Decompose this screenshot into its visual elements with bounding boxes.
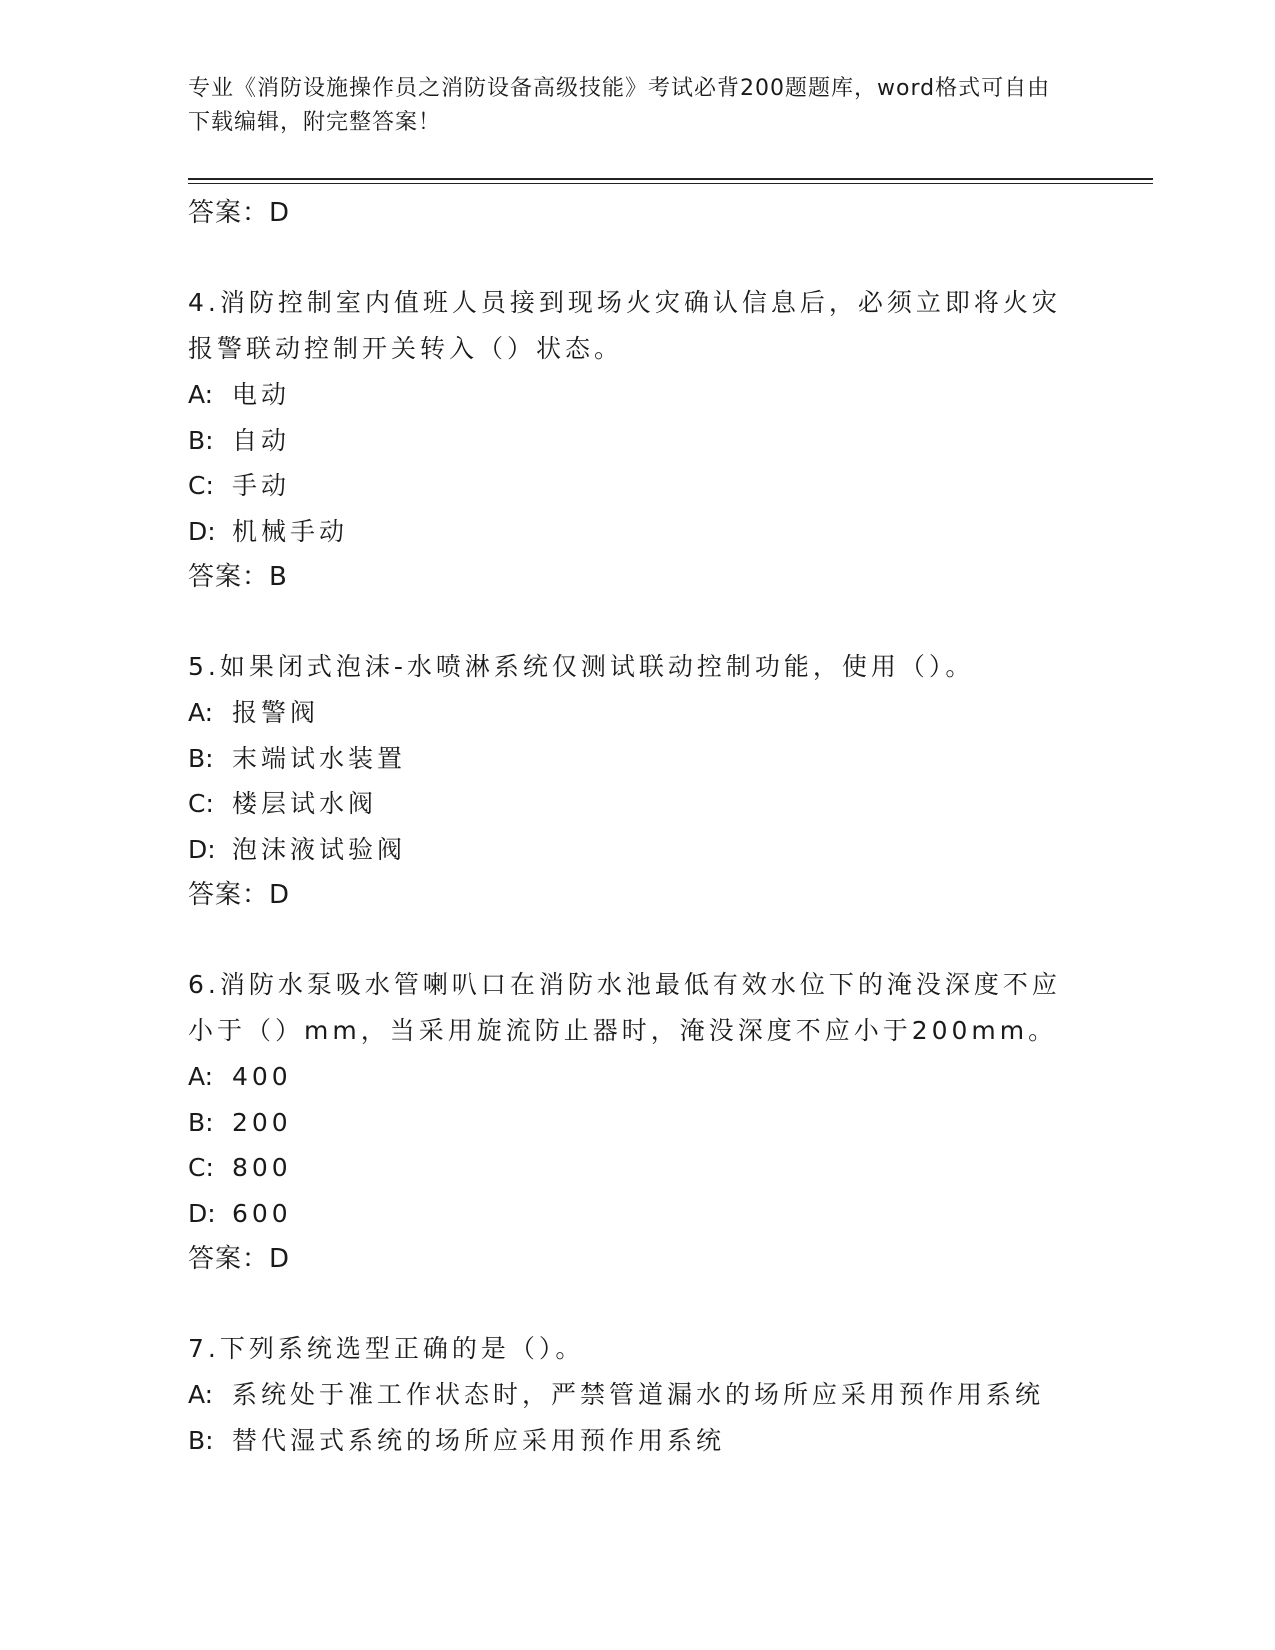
option-letter: B: xyxy=(188,1425,214,1455)
answer-option xyxy=(188,827,1088,873)
option-letter: A: xyxy=(188,380,214,409)
answer-option xyxy=(188,690,1088,736)
question-stem: 6.消防水泵吸水管喇叭口在消防水池最低有效水位下的淹没深度不应小于（）mm，当采用旋流防止器时，淹没深度不应小于200mm。 xyxy=(188,970,1061,1045)
option-letter: B: xyxy=(188,1107,214,1137)
document-header: 专业《消防设施操作员之消防设备高级技能》考试必背200题题库，word格式可自由下载编辑，附完整答案！ xyxy=(188,76,1051,135)
answer-line: 答案：B xyxy=(188,562,288,592)
option-text: 泡沫液试验阀 xyxy=(232,834,407,864)
answer-line: 答案：D xyxy=(188,1244,291,1274)
answer-option xyxy=(188,1191,1088,1237)
option-text: 800 xyxy=(232,1153,292,1182)
answer-option xyxy=(188,736,1088,782)
answer-option xyxy=(188,418,1088,464)
answer-line: 答案：D xyxy=(188,198,291,228)
option-text: 600 xyxy=(232,1198,292,1228)
question-block xyxy=(188,1326,1088,1463)
answer-option xyxy=(188,1372,1088,1418)
option-letter: D: xyxy=(188,1198,216,1228)
header-rule-thick xyxy=(188,178,1153,180)
option-letter: A: xyxy=(188,698,214,727)
option-letter: A: xyxy=(188,1062,214,1091)
question-stem: 7.下列系统选型正确的是（）。 xyxy=(188,1334,585,1363)
option-text: 末端试水装置 xyxy=(232,743,407,773)
option-letter: C: xyxy=(188,789,214,818)
option-text: 400 xyxy=(232,1062,292,1091)
option-letter: B: xyxy=(188,743,214,773)
option-letter: C: xyxy=(188,471,214,500)
option-text: 手动 xyxy=(232,471,291,500)
question-stem: 5.如果闭式泡沫-水喷淋系统仅测试联动控制功能，使用（）。 xyxy=(188,652,975,681)
question-block xyxy=(188,962,1088,1282)
answer-option xyxy=(188,463,1088,509)
question-list xyxy=(188,280,1088,1463)
option-text: 自动 xyxy=(232,425,291,455)
option-text: 机械手动 xyxy=(232,516,349,546)
option-letter: C: xyxy=(188,1153,214,1182)
answer-option xyxy=(188,1145,1088,1191)
question-block xyxy=(188,280,1088,600)
header-rule-thin xyxy=(188,183,1153,184)
answer-option xyxy=(188,1418,1088,1464)
answer-option xyxy=(188,372,1088,418)
option-letter: D: xyxy=(188,834,216,864)
answer-option xyxy=(188,781,1088,827)
option-letter: A: xyxy=(188,1380,214,1409)
option-text: 替代湿式系统的场所应采用预作用系统 xyxy=(232,1425,726,1455)
option-text: 200 xyxy=(232,1107,292,1137)
question-stem: 4.消防控制室内值班人员接到现场火灾确认信息后，必须立即将火灾报警联动控制开关转入（）状态。 xyxy=(188,288,1061,363)
document-body xyxy=(188,190,1088,1463)
option-letter: B: xyxy=(188,425,214,455)
answer-option xyxy=(188,509,1088,555)
option-text: 报警阀 xyxy=(232,698,320,727)
question-block xyxy=(188,644,1088,918)
option-text: 电动 xyxy=(232,380,291,409)
answer-option xyxy=(188,1054,1088,1100)
option-text: 系统处于准工作状态时，严禁管道漏水的场所应采用预作用系统 xyxy=(232,1380,1045,1409)
answer-line: 答案：D xyxy=(188,880,291,910)
option-text: 楼层试水阀 xyxy=(232,789,378,818)
answer-option xyxy=(188,1100,1088,1146)
option-letter: D: xyxy=(188,516,216,546)
